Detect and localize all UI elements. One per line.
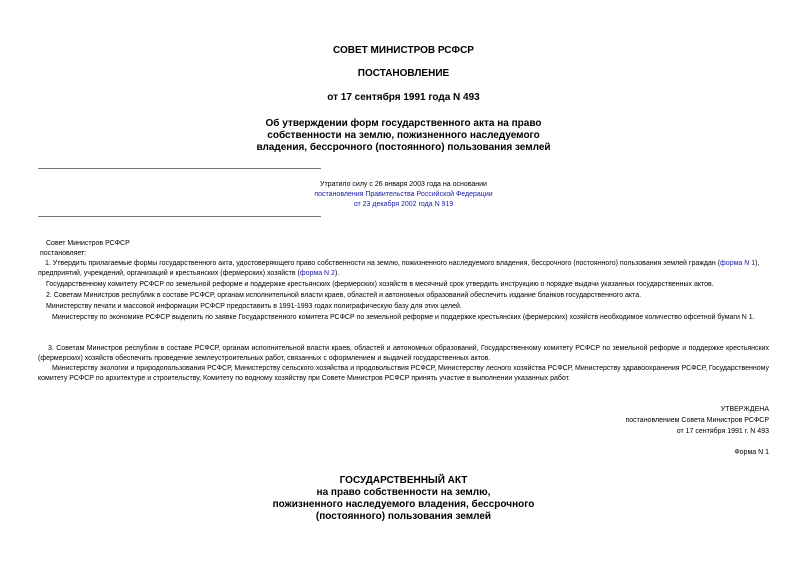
paragraph-text: 1. Утвердить прилагаемые формы государственного акта, удостоверяющего право собственности на землю, пожизненного наследуемого владения, бессрочного (постоянного) пользования землей граждан ( <box>45 260 721 267</box>
status-link[interactable]: постановления Правительства Российской Федерации <box>314 191 493 198</box>
act-title-line: ГОСУДАРСТВЕННЫЙ АКТ <box>339 475 468 486</box>
doc-title-line: владения, бессрочного (постоянного) пользования землей <box>256 142 551 153</box>
approval-line: постановлением Совета Министров РСФСР <box>625 417 769 424</box>
paragraph-3: 3. Советам Министров республик в составе РСФСР, органам исполнительной власти краев, областей и автономных образований, Государственному комитету РСФСР по земельной реформе и поддержке крестьянских (фермерских) хозяйств обеспечить проведение землеустроительных работ, связанных с оформлением и выдачей государственных актов. <box>38 345 769 362</box>
decides-label: постановляет: <box>40 250 87 257</box>
doc-title-line: Об утверждении форм государственного акта на право <box>265 118 542 129</box>
approval-line: от 17 сентября 1991 г. N 493 <box>676 428 769 435</box>
doc-title <box>0 118 807 154</box>
doc-date-number: от 17 сентября 1991 года N 493 <box>327 92 480 103</box>
act-title-line: пожизненного наследуемого владения, бессрочного <box>272 499 535 510</box>
act-title-line: на право собственности на землю, <box>316 487 491 498</box>
act-title-line: (постоянного) пользования землей <box>315 511 492 522</box>
issuer-heading: СОВЕТ МИНИСТРОВ РСФСР <box>333 45 474 56</box>
approval-block <box>625 404 769 458</box>
status-note <box>0 180 807 210</box>
council-label: Совет Министров РСФСР <box>46 240 130 247</box>
paragraph-text: ). <box>334 269 340 277</box>
form-1-link[interactable]: форма N 1 <box>720 260 756 267</box>
act-title <box>0 475 807 523</box>
paragraph-2-note: Министерству печати и массовой информации РСФСР предоставить в 1991-1993 годах полиграфическую базу для этих целей. <box>46 303 462 310</box>
paragraph-2: 2. Советам Министров республик в составе РСФСР, органам исполнительной власти краев, областей и автономных образований обеспечить издание бланков государственного акта. <box>46 292 642 299</box>
divider <box>38 216 321 217</box>
form-number: Форма N 1 <box>734 449 769 456</box>
divider <box>38 168 321 169</box>
paragraph-text: ), предприятий, учреждений, организаций и крестьянских (фермерских) хозяйств ( <box>38 260 760 277</box>
form-2-link[interactable]: форма N 2 <box>299 269 335 277</box>
paragraph-3-ministries: Министерству экологии и природопользования РСФСР, Министерству сельского хозяйства и продовольствия РСФСР, Министерству лесного хозяйства РСФСР, Министерству здравоохранения РСФСР, Государственному комитету РСФСР по архитектуре и строительству, Комитету по водному хозяйству при Совете Министров РСФСР принять участие в выполнении указанных работ. <box>38 365 769 382</box>
status-line: Утратило силу с 26 января 2003 года на основании <box>320 181 487 188</box>
paragraph-2-economy: Министерству по экономике РСФСР выделить по заявке Государственного комитета РСФСР по земельной реформе и поддержке крестьянских (фермерских) хозяйств необходимое количество офсетной бумаги N 1. <box>52 314 755 321</box>
doc-type-heading: ПОСТАНОВЛЕНИЕ <box>357 68 450 79</box>
paragraph-1-note: Государственному комитету РСФСР по земельной реформе и поддержке крестьянских (фермерских) хозяйств в месячный срок утвердить инструкцию о порядке выдачи указанных государственных актов. <box>46 281 714 288</box>
paragraph-1 <box>38 259 769 278</box>
approval-title: УТВЕРЖДЕНА <box>720 406 769 413</box>
doc-title-line: собственности на землю, пожизненного наследуемого <box>267 130 540 141</box>
status-link[interactable]: от 23 декабря 2002 года N 919 <box>353 201 454 208</box>
